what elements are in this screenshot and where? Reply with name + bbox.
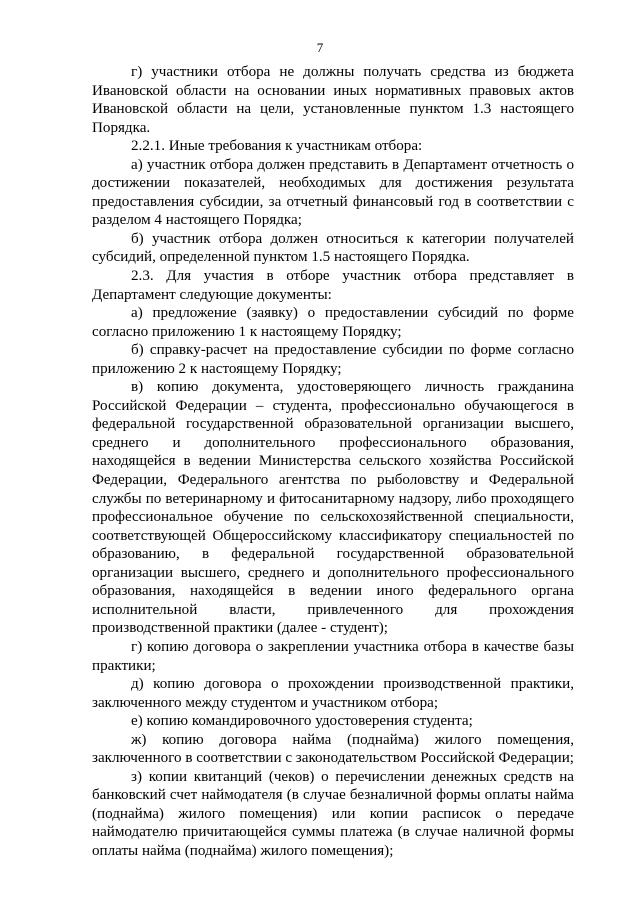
paragraph-2-3-documents: 2.3. Для участия в отборе участник отбора представляет в Департамент следующие документы: [92,268,574,303]
list-item-d-practice-contract: д) копию договора о прохождении производственной практики, заключенного между студентом и участником отбора; [92,676,574,711]
list-item-v-identity-document: в) копию документа, удостоверяющего личность гражданина Российской Федерации – студента, профессионально обучающегося в федеральной государственной образовательной организации высшего, среднего и дополнительного профессионального образования, находящейся в ведении Министерства сельского хозяйства Российской Федерации, Федерального агентства по рыболовству и Федеральной службы по ветеринарному и фитосанитарному надзору, либо проходящего профессиональное обучение по сельскохозяйственной специальности, соответствующей Общероссийскому классификатору специальностей по образованию, в федеральной государственной образовательной организации высшего, среднего и дополнительного профессионального образования, находящейся в ведении иного федерального органа исполнительной власти, привлеченного для прохождения производственной практики (далее - студент); [92,379,574,637]
list-item-zh-lease-contract: ж) копию договора найма (поднайма) жилого помещения, заключенного в соответствии с законодательством Российской Федерации; [92,731,574,767]
paragraph-g-budget-restriction: г) участники отбора не должны получать средства из бюджета Ивановской области на основании иных нормативных правовых актов Ивановской области на цели, установленные пунктом 1.3 настоящего Порядка. [92,64,574,136]
paragraph-a-reporting: а) участник отбора должен представить в Департамент отчетность о достижении показателей, необходимых для достижения результата предоставления субсидии, за отчетный финансовый год в соответствии с разделом 4 настоящего Порядка; [92,156,574,229]
list-item-a-application: а) предложение (заявку) о предоставлении субсидий по форме согласно приложению 1 к настоящему Порядку; [92,305,574,340]
list-item-z-payment-receipts: з) копии квитанций (чеков) о перечислении денежных средств на банковский счет наймодателя (в случае безналичной формы оплаты найма (поднайма) жилого помещения) или копии расписок о передаче наймодателю причитающейся суммы платежа (в случае наличной формы оплаты найма (поднайма) жилого помещения); [92,768,574,859]
list-item-b-calculation: б) справку-расчет на предоставление субсидии по форме согласно приложению 2 к настоящему Порядку; [92,342,574,377]
document-body [92,63,574,861]
page-number: 7 [316,40,324,55]
paragraph-2-2-1-heading: 2.2.1. Иные требования к участникам отбора: [131,138,423,155]
list-item-e-travel-certificate: е) копию командировочного удостоверения студента; [131,713,473,730]
paragraph-b-recipient-category: б) участник отбора должен относиться к категории получателей субсидий, определенной пунктом 1.5 настоящего Порядка. [92,230,574,266]
list-item-g-base-contract: г) копию договора о закреплении участника отбора в качестве базы практики; [92,638,574,674]
